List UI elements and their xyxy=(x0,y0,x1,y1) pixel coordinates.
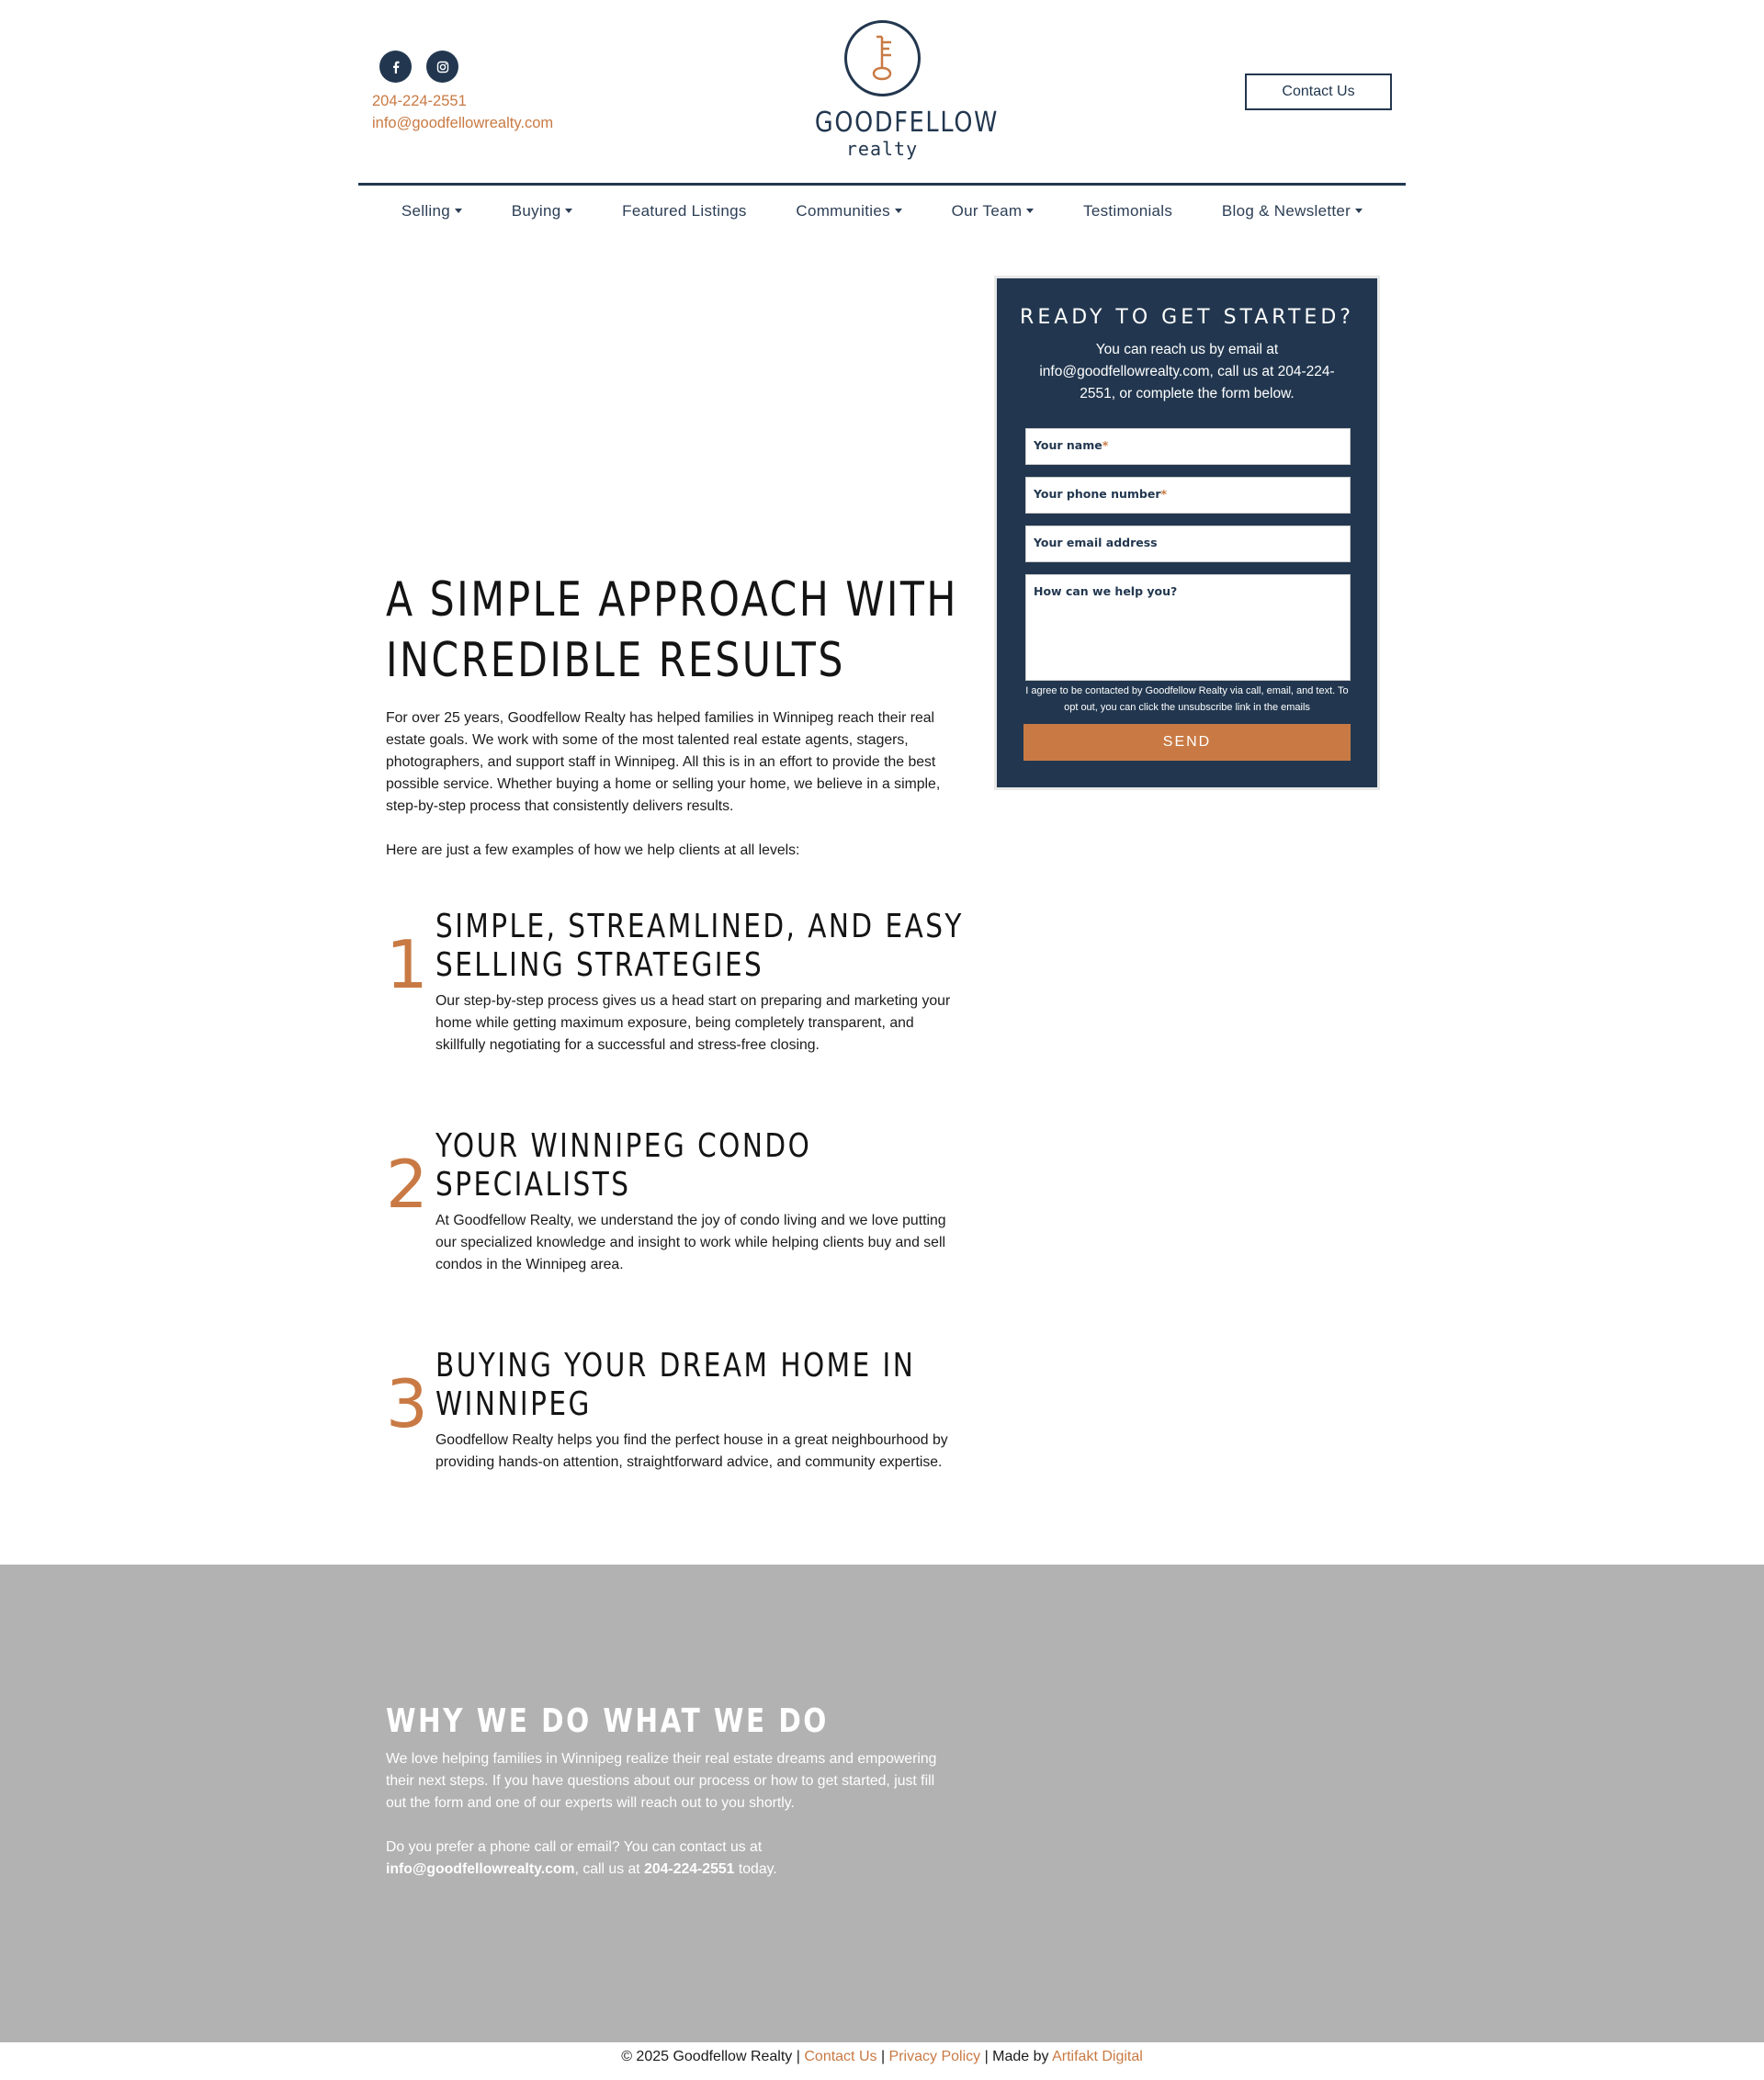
key-icon xyxy=(844,20,921,96)
step-title: SIMPLE, STREAMLINED, AND EASY SELLING STRATEGIES xyxy=(435,908,964,984)
header-email-link[interactable]: info@goodfellowrealty.com xyxy=(372,115,554,131)
step-number: 2 xyxy=(386,1146,428,1223)
why-section xyxy=(0,1565,1764,2042)
copyright: © 2025 Goodfellow Realty xyxy=(621,2049,793,2064)
made-by: Made by xyxy=(992,2049,1049,2064)
why-paragraph-1: We love helping families in Winnipeg realize their real estate dreams and empowering their next steps. If you have questions about our process or how to get started, just fill out the form and one of our experts will reach out to you shortly. xyxy=(386,1751,937,1811)
step-number: 1 xyxy=(386,926,428,1003)
form-title: READY TO GET STARTED? xyxy=(1020,306,1354,329)
logo[interactable] xyxy=(803,20,1000,160)
why-text xyxy=(386,1748,956,1881)
nav-item-our-team[interactable] xyxy=(952,202,1035,220)
caret-down-icon xyxy=(1026,209,1034,213)
instagram-icon[interactable] xyxy=(426,51,458,83)
nav-item-buying[interactable] xyxy=(512,202,573,220)
caret-down-icon xyxy=(895,209,902,213)
footer-contact-link[interactable]: Contact Us xyxy=(804,2049,877,2064)
hero-title-line2: INCREDIBLE RESULTS xyxy=(386,633,845,688)
nav-item-testimonials[interactable] xyxy=(1083,202,1172,220)
hero-title xyxy=(386,570,958,691)
hero-title-line1: A SIMPLE APPROACH WITH xyxy=(386,572,958,627)
logo-subtitle: realty xyxy=(845,138,919,160)
step-number: 3 xyxy=(386,1365,428,1442)
why-phone[interactable]: 204-224-2551 xyxy=(644,1861,735,1877)
step-title: YOUR WINNIPEG CONDO SPECIALISTS xyxy=(435,1127,812,1204)
nav-item-selling[interactable] xyxy=(401,202,462,220)
nav-item-blog-newsletter[interactable] xyxy=(1222,202,1363,220)
step-description: Goodfellow Realty helps you find the perfect house in a great neighbourhood by providing hands-on attention, straightforward advice, and community expertise. xyxy=(435,1432,948,1470)
step-title: BUYING YOUR DREAM HOME IN WINNIPEG xyxy=(435,1347,916,1423)
header-phone-link[interactable]: 204-224-2551 xyxy=(372,93,467,109)
contact-form-card xyxy=(994,276,1380,790)
social-links xyxy=(379,51,458,83)
form-intro: You can reach us by email at info@goodfellowrealty.com, call us at 204-224-2551, or complete the form below. xyxy=(1039,342,1335,401)
caret-down-icon xyxy=(1355,209,1363,213)
name-field[interactable]: Your name* xyxy=(1025,428,1351,465)
step-description: At Goodfellow Realty, we understand the joy of condo living and we love putting our specialized knowledge and insight to work while helping clients buy and sell condos in the Winnipeg area. xyxy=(435,1213,946,1272)
why-paragraph-2: Do you prefer a phone call or email? You can contact us at info@goodfellowrealty.com, call us at 204-224-2551 today. xyxy=(386,1839,777,1877)
email-field[interactable]: Your email address xyxy=(1025,526,1351,562)
nav-item-label: Blog & Newsletter xyxy=(1221,201,1351,220)
nav-item-label: Selling xyxy=(401,201,450,220)
examples-paragraph: Here are just a few examples of how we help clients at all levels: xyxy=(386,842,800,858)
intro-text xyxy=(386,707,956,862)
facebook-icon[interactable] xyxy=(379,51,412,83)
site-header xyxy=(358,0,1406,184)
nav-item-label: Featured Listings xyxy=(622,201,747,220)
main-nav xyxy=(358,183,1406,236)
caret-down-icon xyxy=(455,209,462,213)
nav-item-communities[interactable] xyxy=(796,202,902,220)
send-button[interactable]: SEND xyxy=(1023,724,1351,761)
contact-us-button[interactable]: Contact Us xyxy=(1245,73,1392,110)
step-description: Our step-by-step process gives us a head start on preparing and marketing your home while getting maximum exposure, being completely transparent, and skillfully negotiating for a successful and stress-free closing. xyxy=(435,993,951,1053)
logo-wordmark: GOODFELLOW xyxy=(814,107,1000,139)
nav-item-label: Testimonials xyxy=(1083,201,1173,220)
nav-item-label: Buying xyxy=(511,201,561,220)
why-email[interactable]: info@goodfellowrealty.com xyxy=(386,1861,575,1877)
nav-item-featured-listings[interactable] xyxy=(622,202,747,220)
why-title: WHY WE DO WHAT WE DO xyxy=(386,1702,829,1740)
nav-item-label: Communities xyxy=(796,201,890,220)
intro-paragraph: For over 25 years, Goodfellow Realty has helped families in Winnipeg reach their real estate goals. We work with some of the most talented real estate agents, stagers, photographers, and support staff in Winnipeg. All this is in an effort to provide the best possible service. Whether buying a home or selling your home, we believe in a simple, step-by-step process that consistently delivers results. xyxy=(386,710,941,814)
header-contact xyxy=(372,90,553,134)
site-footer: © 2025 Goodfellow Realty | Contact Us | Privacy Policy | Made by Artifakt Digital xyxy=(621,2049,1143,2064)
footer-privacy-link[interactable]: Privacy Policy xyxy=(888,2049,981,2064)
nav-item-label: Our Team xyxy=(951,201,1023,220)
phone-field[interactable]: Your phone number* xyxy=(1025,477,1351,514)
consent-text: I agree to be contacted by Goodfellow Realty via call, email, and text. To opt out, you can click the unsubscribe link in the emails xyxy=(1025,685,1349,713)
caret-down-icon xyxy=(565,209,572,213)
footer-agency-link[interactable]: Artifakt Digital xyxy=(1052,2049,1143,2064)
message-field[interactable]: How can we help you? xyxy=(1025,574,1351,681)
